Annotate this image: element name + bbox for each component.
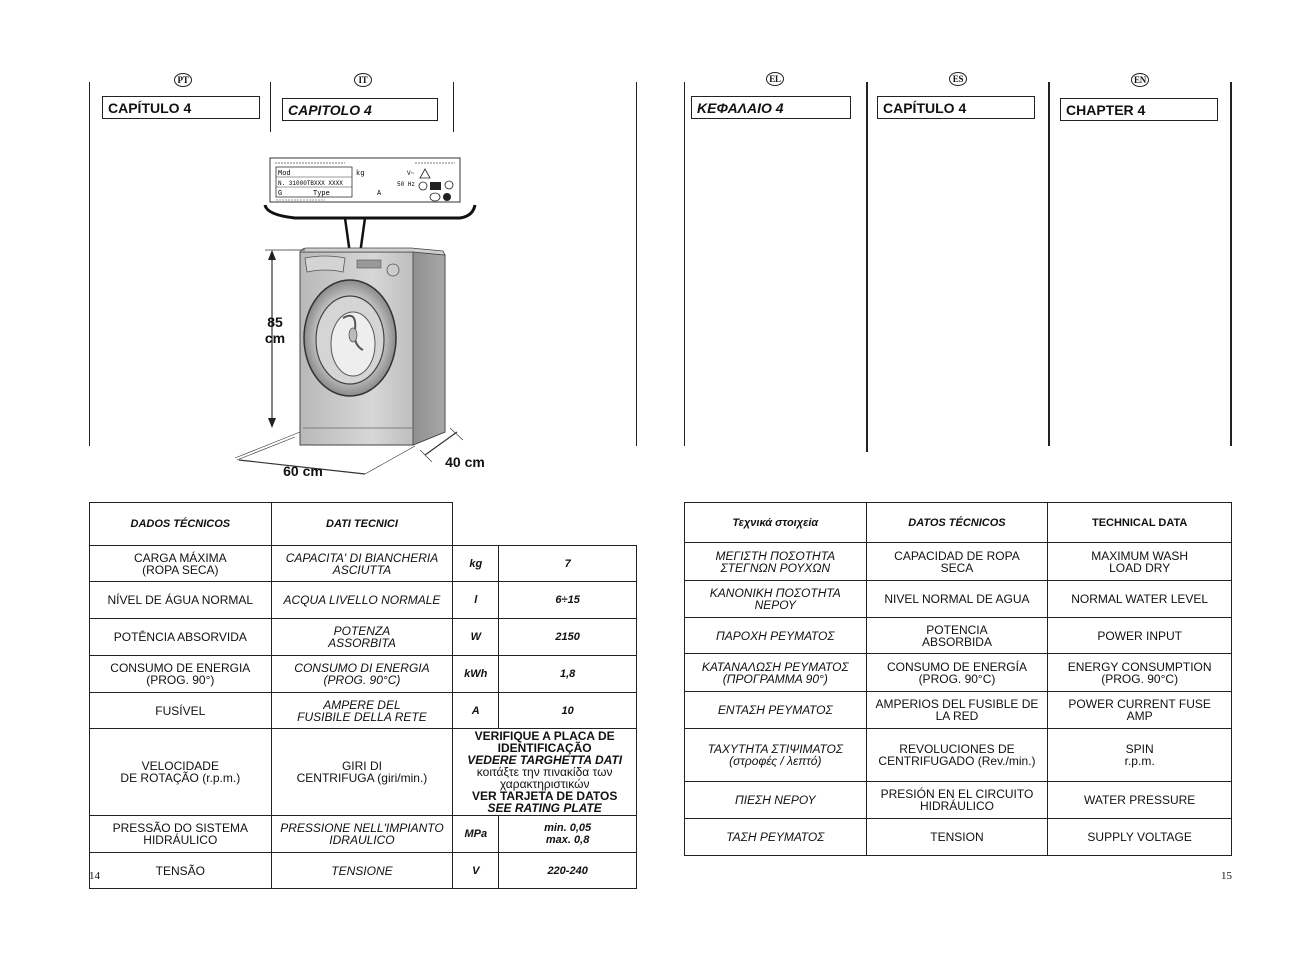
row-label-en: WATER PRESSURE bbox=[1048, 782, 1232, 819]
table-row bbox=[685, 729, 1232, 782]
rating-plate-note-es: VER TARJETA DE DATOS bbox=[471, 789, 618, 803]
rating-plate-kg: kg bbox=[356, 170, 365, 178]
chapter-heading-it: CAPITOLO 4 bbox=[282, 98, 438, 121]
row-label-el: ΕΝΤΑΣΗ ΡΕΥΜΑΤΟΣ bbox=[685, 692, 867, 729]
table-row bbox=[90, 619, 637, 656]
row-label-el: ΠΙΕΣΗ ΝΕΡΟΥ bbox=[685, 782, 867, 819]
table-row bbox=[685, 782, 1232, 819]
column-divider bbox=[866, 82, 868, 452]
row-value: 10 bbox=[499, 693, 637, 729]
row-value: 1,8 bbox=[499, 656, 637, 693]
row-unit: V bbox=[453, 853, 499, 889]
row-label-es: CONSUMO DE ENERGÍA (PROG. 90°C) bbox=[866, 654, 1048, 692]
row-label-en: NORMAL WATER LEVEL bbox=[1048, 581, 1232, 618]
row-label-es: POTENCIA ABSORBIDA bbox=[866, 618, 1048, 654]
rating-plate-note bbox=[453, 729, 637, 816]
column-divider bbox=[636, 82, 637, 446]
row-unit: l bbox=[453, 582, 499, 619]
row-label-es: REVOLUCIONES DE CENTRIFUGADO (Rev./min.) bbox=[866, 729, 1048, 782]
table-header-pt: DADOS TÉCNICOS bbox=[90, 503, 272, 546]
row-unit: kWh bbox=[453, 656, 499, 693]
table-row bbox=[685, 618, 1232, 654]
row-label-en: SUPPLY VOLTAGE bbox=[1048, 819, 1232, 856]
rating-plate-note-it: VEDERE TARGHETTA DATI bbox=[467, 753, 623, 767]
row-label-it: ACQUA LIVELLO NORMALE bbox=[271, 582, 453, 619]
table-row bbox=[90, 582, 637, 619]
chapter-heading-en: CHAPTER 4 bbox=[1060, 98, 1218, 121]
row-label-it-plain: (giri/min.) bbox=[373, 771, 428, 785]
chapter-heading-pt: CAPÍTULO 4 bbox=[102, 96, 260, 119]
table-row bbox=[90, 693, 637, 729]
depth-label: 40 cm bbox=[445, 454, 485, 470]
row-label-it: POTENZA ASSORBITA bbox=[271, 619, 453, 656]
row-label-el: ΤΑΧΥΤΗΤΑ ΣΤΙΨΙΜΑΤΟΣ (στροφές / λεπτό) bbox=[685, 729, 867, 782]
column-divider bbox=[1230, 82, 1232, 446]
rating-plate-g: G bbox=[278, 190, 283, 198]
language-badge-pt: PT bbox=[174, 73, 192, 87]
row-label-en: SPIN r.p.m. bbox=[1048, 729, 1232, 782]
column-divider bbox=[453, 82, 454, 132]
table-header-es: DATOS TÉCNICOS bbox=[866, 503, 1048, 543]
row-label-pt: FUSÍVEL bbox=[90, 693, 272, 729]
row-label-it-italic: GIRI DI CENTRIFUGA bbox=[296, 759, 382, 785]
rating-plate-volts: V~ bbox=[407, 170, 415, 177]
column-divider bbox=[270, 82, 271, 132]
row-unit: A bbox=[453, 693, 499, 729]
column-divider bbox=[89, 82, 90, 446]
row-value: 6÷15 bbox=[499, 582, 637, 619]
row-label-el: ΚΑΤΑΝΑΛΩΣΗ ΡΕΥΜΑΤΟΣ (ΠΡΟΓΡΑΜΜΑ 90°) bbox=[685, 654, 867, 692]
rating-plate-note-el-1: κοιτάξτε την πινακίδα των bbox=[476, 765, 613, 779]
table-header-en: TECHNICAL DATA bbox=[1048, 503, 1232, 543]
language-badge-es: ES bbox=[949, 72, 967, 86]
page-number: 14 bbox=[89, 870, 100, 882]
technical-data-table-right bbox=[684, 502, 1232, 856]
row-value: 7 bbox=[499, 546, 637, 582]
table-row bbox=[685, 581, 1232, 618]
table-row bbox=[90, 729, 637, 816]
row-value: min. 0,05 max. 0,8 bbox=[499, 816, 637, 853]
row-label-pt: CARGA MÁXIMA (ROPA SECA) bbox=[90, 546, 272, 582]
empty-header-cell bbox=[453, 503, 637, 546]
row-value: 2150 bbox=[499, 619, 637, 656]
table-header-el: Τεχνικά στοιχεία bbox=[685, 503, 867, 543]
rating-plate-mod: Mod bbox=[278, 170, 291, 178]
row-label-es: PRESIÓN EN EL CIRCUITO HIDRÁULICO bbox=[866, 782, 1048, 819]
approval-mark-icon bbox=[443, 193, 451, 201]
row-label-en: ENERGY CONSUMPTION (PROG. 90°C) bbox=[1048, 654, 1232, 692]
row-value: 220-240 bbox=[499, 853, 637, 889]
row-label-pt: CONSUMO DE ENERGIA (PROG. 90°) bbox=[90, 656, 272, 693]
rating-plate-amps: A bbox=[377, 190, 382, 198]
program-knob bbox=[387, 264, 399, 276]
language-badge-it: IT bbox=[354, 73, 372, 87]
rating-plate-serial: N. 31000TBXXX XXXX bbox=[278, 180, 343, 187]
door-handle bbox=[349, 328, 357, 342]
rating-plate-note-pt: VERIFIQUE A PLACA DE IDENTIFICAÇÃO bbox=[474, 729, 615, 755]
width-label: 60 cm bbox=[283, 463, 323, 479]
row-label-pt: PRESSÃO DO SISTEMA HIDRÁULICO bbox=[90, 816, 272, 853]
table-row bbox=[90, 656, 637, 693]
row-label-es: TENSION bbox=[866, 819, 1048, 856]
row-label-it: CAPACITA' DI BIANCHERIA ASCIUTTA bbox=[271, 546, 453, 582]
table-row bbox=[685, 543, 1232, 581]
rating-plate-note-el-2: χαρακτηριστικών bbox=[499, 777, 590, 791]
row-label-en: POWER CURRENT FUSE AMP bbox=[1048, 692, 1232, 729]
row-label-pt: NÍVEL DE ÁGUA NORMAL bbox=[90, 582, 272, 619]
column-divider bbox=[1048, 82, 1050, 446]
row-unit: kg bbox=[453, 546, 499, 582]
detergent-drawer bbox=[305, 256, 345, 272]
row-label-pt: VELOCIDADE DE ROTAÇÃO (r.p.m.) bbox=[90, 729, 272, 816]
rating-plate-hz: 50 Hz bbox=[397, 181, 416, 188]
table-header-it: DATI TECNICI bbox=[271, 503, 453, 546]
language-badge-en: EN bbox=[1131, 73, 1149, 87]
table-row bbox=[685, 692, 1232, 729]
row-label-it: PRESSIONE NELL'IMPIANTO IDRAULICO bbox=[271, 816, 453, 853]
rating-plate-note-en: SEE RATING PLATE bbox=[487, 801, 602, 815]
row-label-el: ΜΕΓΙΣΤΗ ΠΟΣΟΤΗΤΑ ΣΤΕΓΝΩΝ ΡΟΥΧΩΝ bbox=[685, 543, 867, 581]
control-display bbox=[357, 260, 381, 268]
row-label-pt: POTÊNCIA ABSORVIDA bbox=[90, 619, 272, 656]
row-label-el: ΤΑΣΗ ΡΕΥΜΑΤΟΣ bbox=[685, 819, 867, 856]
bin-icon bbox=[430, 182, 441, 190]
row-label-en: MAXIMUM WASH LOAD DRY bbox=[1048, 543, 1232, 581]
row-label-it: CONSUMO DI ENERGIA (PROG. 90°C) bbox=[271, 656, 453, 693]
rating-plate bbox=[265, 158, 475, 218]
table-row bbox=[685, 654, 1232, 692]
table-row bbox=[90, 546, 637, 582]
chapter-heading-es: CAPÍTULO 4 bbox=[877, 96, 1035, 119]
row-label-en: POWER INPUT bbox=[1048, 618, 1232, 654]
chapter-heading-el: ΚΕΦΑΛΑΙΟ 4 bbox=[691, 96, 851, 119]
language-badge-el: EL bbox=[766, 72, 784, 86]
row-unit: W bbox=[453, 619, 499, 656]
row-label-el: ΚΑΝΟΝΙΚΗ ΠΟΣΟΤΗΤΑ ΝΕΡΟΥ bbox=[685, 581, 867, 618]
row-label-it: AMPERE DEL FUSIBILE DELLA RETE bbox=[271, 693, 453, 729]
row-unit: MPa bbox=[453, 816, 499, 853]
column-divider bbox=[684, 82, 685, 446]
row-label-es: AMPERIOS DEL FUSIBLE DE LA RED bbox=[866, 692, 1048, 729]
table-row bbox=[90, 816, 637, 853]
table-row bbox=[685, 819, 1232, 856]
row-label-es: NIVEL NORMAL DE AGUA bbox=[866, 581, 1048, 618]
row-label-it: TENSIONE bbox=[271, 853, 453, 889]
row-label-el: ΠΑΡΟΧΗ ΡΕΥΜΑΤΟΣ bbox=[685, 618, 867, 654]
row-label-it bbox=[271, 729, 453, 816]
technical-data-table-left bbox=[89, 502, 637, 889]
height-label: 85 cm bbox=[264, 314, 286, 346]
row-label-es: CAPACIDAD DE ROPA SECA bbox=[866, 543, 1048, 581]
page-number: 15 bbox=[1221, 870, 1232, 882]
table-row bbox=[90, 853, 637, 889]
row-label-pt: TENSÃO bbox=[90, 853, 272, 889]
rating-plate-type: Type bbox=[313, 190, 330, 198]
